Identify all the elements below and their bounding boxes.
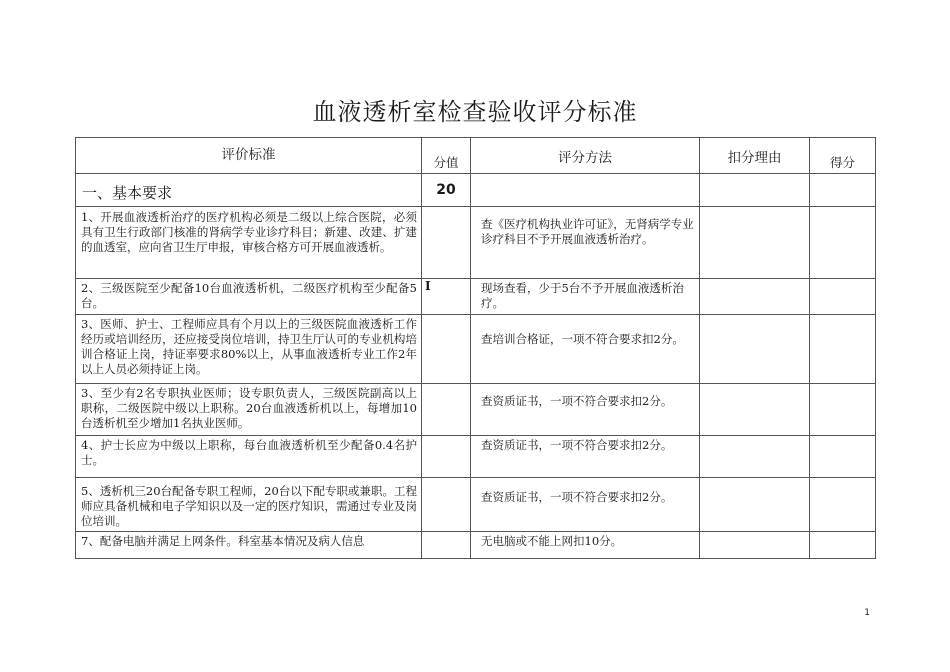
row-points-cell [810,207,876,279]
row-criteria: 3、至少有2名专职执业医师；设专职负责人，三级医院副高以上职称，二级医院中级以上职称。20台血液透析机以上，每增加10台透析机至少增加1名执业医师。 [76,384,422,436]
row-criteria: 1、开展血液透析治疗的医疗机构必须是二级以上综合医院，必须具有卫生行政部门核准的肾病学专业诊疗科目；新建、改建、扩建的血透室，应向省卫生厅申报，审核合格方可开展血液透析。 [76,207,422,279]
scoring-table [75,137,876,559]
table-header-row [76,138,876,174]
row-reason-cell [700,315,810,384]
row-reason-cell [700,279,810,315]
row-points-cell [810,436,876,478]
row-score [422,207,471,279]
section-reason-cell [700,174,810,207]
row-score [422,384,471,436]
row-criteria: 7、配备电脑并满足上网条件。科室基本情况及病人信息 [76,532,422,559]
section-points-cell [810,174,876,207]
header-method: 评分方法 [471,138,700,174]
row-method: 查资质证书，一项不符合要求扣2分。 [471,384,700,436]
header-points: 得分 [810,138,876,174]
table-row [76,279,876,315]
row-reason-cell [700,436,810,478]
row-score [422,436,471,478]
row-points-cell [810,478,876,532]
page-number: 1 [864,608,870,618]
row-criteria: 4、护士长应为中级以上职称，每台血液透析机至少配备0.4名护士。 [76,436,422,478]
row-reason-cell [700,532,810,559]
section-row [76,174,876,207]
row-criteria: 3、医师、护士、工程师应具有个月以上的三级医院血液透析工作经历或培训经历，还应接受岗位培训，持卫生厅认可的专业机构培训合格证上岗，持证率要求80%以上，从事血液透析专业工作2年以上人员必须持证上岗。 [76,315,422,384]
header-criteria: 评价标准 [76,138,422,174]
row-reason-cell [700,207,810,279]
table-row [76,384,876,436]
row-score [422,315,471,384]
header-deduction-reason: 扣分理由 [700,138,810,174]
section-score: 20 [422,174,471,207]
row-criteria: 5、透析机三20台配备专职工程师，20台以下配专职或兼职。工程师应具备机械和电子学知识以及一定的医疗知识，需通过专业及岗位培训。 [76,478,422,532]
row-points-cell [810,279,876,315]
row-reason-cell [700,384,810,436]
row-method: 查资质证书，一项不符合要求扣2分。 [471,478,700,532]
row-score [422,532,471,559]
row-score: I [422,279,471,315]
table-row [76,315,876,384]
row-criteria: 2、三级医院至少配备10台血液透析机，二级医疗机构至少配备5台。 [76,279,422,315]
row-method: 查培训合格证，一项不符合要求扣2分。 [471,315,700,384]
table-row [76,436,876,478]
page-title: 血液透析室检查验收评分标准 [312,98,638,126]
row-points-cell [810,384,876,436]
table-row [76,207,876,279]
row-method: 查资质证书，一项不符合要求扣2分。 [471,436,700,478]
header-score: 分值 [422,138,471,174]
row-points-cell [810,315,876,384]
row-method: 查《医疗机构执业许可证》，无肾病学专业诊疗科目不予开展血液透析治疗。 [471,207,700,279]
section-label: 一、基本要求 [76,174,422,207]
table-row [76,478,876,532]
row-method: 无电脑或不能上网扣10分。 [471,532,700,559]
section-method-cell [471,174,700,207]
row-method: 现场查看，少于5台不予开展血液透析治疗。 [471,279,700,315]
row-reason-cell [700,478,810,532]
row-points-cell [810,532,876,559]
table-row [76,532,876,559]
row-score [422,478,471,532]
